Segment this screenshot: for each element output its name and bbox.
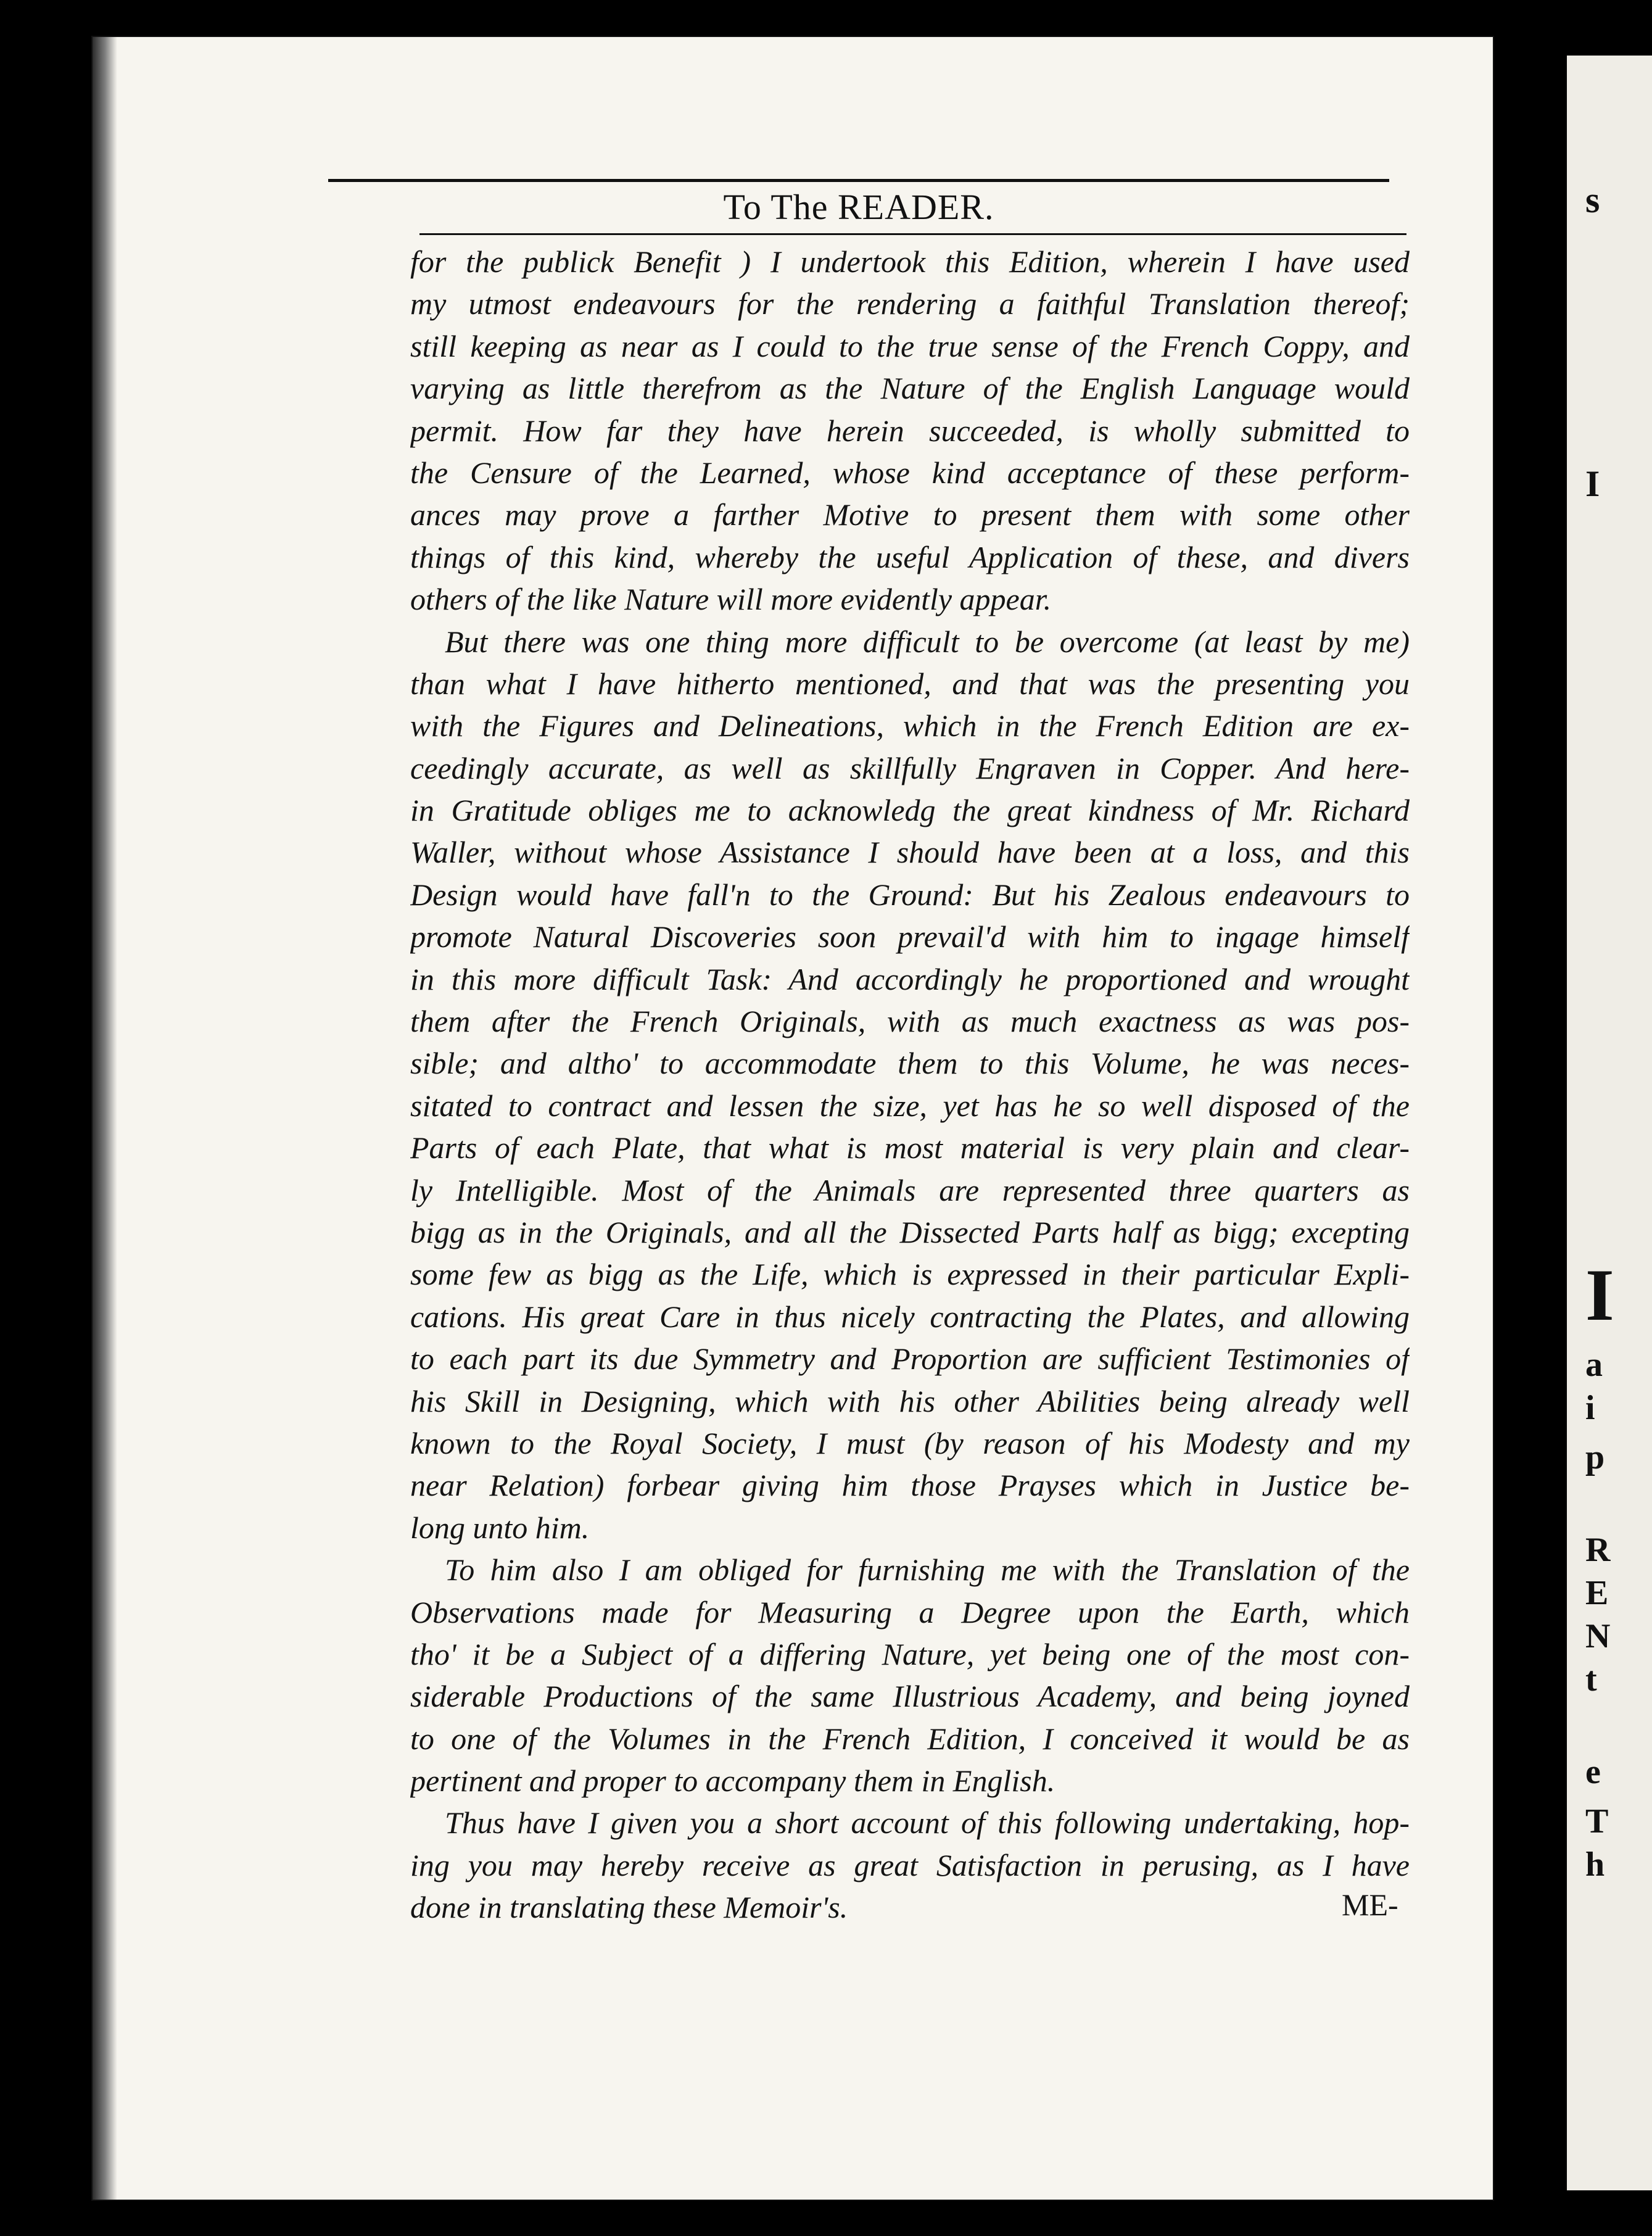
- text-line: ceedingly accurate, as well as skillfully Engraven in Copper. And here-: [410, 750, 1410, 785]
- text-line: To him also I am obliged for furnishing me with the Translation of the: [445, 1552, 1410, 1588]
- text-line: to each part its due Symmetry and Proportion are sufficient Testimonies of: [410, 1341, 1410, 1377]
- body-text: [410, 241, 1410, 1929]
- text-line: still keeping as near as I could to the true sense of the French Coppy, and: [410, 328, 1410, 363]
- text-line: for the publick Benefit ) I undertook this Edition, wherein I have used: [410, 244, 1410, 279]
- text-line: in Gratitude obliges me to acknowledg the great kindness of Mr. Richard: [410, 793, 1410, 828]
- text-line: permit. How far they have herein succeeded, is wholly submitted to: [410, 413, 1410, 448]
- text-line: pertinent and proper to accompany them in English.: [410, 1763, 1055, 1799]
- text-line: his Skill in Designing, which with his other Abilities being already well: [410, 1383, 1410, 1418]
- text-line: varying as little therefrom as the Nature of the English Language would: [410, 371, 1410, 406]
- text-line: near Relation) forbear giving him those Prayses which in Justice be-: [410, 1468, 1410, 1503]
- text-line: in this more difficult Task: And accordingly he proportioned and wrought: [410, 961, 1410, 996]
- text-line: some few as bigg as the Life, which is expressed in their particular Expli-: [410, 1257, 1410, 1292]
- text-line: ances may prove a farther Motive to present them with some other: [410, 497, 1410, 532]
- text-line: Waller, without whose Assistance I should have been at a loss, and this: [410, 835, 1410, 870]
- text-line: the Censure of the Learned, whose kind acceptance of these perform-: [410, 455, 1410, 490]
- text-line: my utmost endeavours for the rendering a faithful Translation thereof;: [410, 286, 1410, 321]
- text-line: long unto him.: [410, 1510, 590, 1545]
- text-line: things of this kind, whereby the useful Application of these, and divers: [410, 539, 1410, 574]
- header-rule-bottom: [419, 233, 1406, 235]
- text-line: promote Natural Discoveries soon prevail'd with him to ingage himself: [410, 919, 1410, 954]
- text-line: tho' it be a Subject of a differing Nature, yet being one of the most con-: [410, 1636, 1410, 1671]
- text-line: ing you may hereby receive as great Satisfaction in perusing, as I have: [410, 1847, 1410, 1882]
- text-line: Parts of each Plate, that what is most material is very plain and clear-: [410, 1130, 1410, 1166]
- text-line: sible; and altho' to accommodate them to this Volume, he was neces-: [410, 1046, 1410, 1081]
- text-line: Observations made for Measuring a Degree upon the Earth, which: [410, 1594, 1410, 1629]
- text-line: cations. His great Care in thus nicely contracting the Plates, and allowing: [410, 1299, 1410, 1334]
- text-line: done in translating these Memoir's.: [410, 1890, 848, 1925]
- text-line: to one of the Volumes in the French Edition, I conceived it would be as: [410, 1721, 1410, 1756]
- text-line: known to the Royal Society, I must (by reason of his Modesty and my: [410, 1425, 1410, 1460]
- text-line: Design would have fall'n to the Ground: But his Zealous endeavours to: [410, 877, 1410, 912]
- header-rule-top: [328, 179, 1389, 182]
- text-line: But there was one thing more difficult to be overcome (at least by me): [445, 624, 1410, 659]
- text-line: Thus have I given you a short account of this following undertaking, hop-: [445, 1805, 1410, 1841]
- text-line: siderable Productions of the same Illustrious Academy, and being joyned: [410, 1679, 1410, 1714]
- text-line: others of the like Nature will more evidently appear.: [410, 582, 1052, 617]
- text-line: ly Intelligible. Most of the Animals are represented three quarters as: [410, 1172, 1410, 1207]
- text-line: bigg as in the Originals, and all the Dissected Parts half as bigg; excepting: [410, 1214, 1410, 1249]
- page-gutter-shadow: [93, 37, 117, 2200]
- text-line: than what I have hitherto mentioned, and that was the presenting you: [410, 666, 1410, 701]
- text-line: sitated to contract and lessen the size, yet has he so well disposed of the: [410, 1088, 1410, 1123]
- adjacent-page-edge: s I I a i p R E N t e T h: [1567, 56, 1652, 2190]
- catchword: ME-: [1342, 1887, 1398, 1922]
- running-head: To The READER.: [723, 187, 994, 227]
- text-line: them after the French Originals, with as much exactness as was pos-: [410, 1004, 1410, 1039]
- text-line: with the Figures and Delineations, which in the French Edition are ex-: [410, 708, 1410, 743]
